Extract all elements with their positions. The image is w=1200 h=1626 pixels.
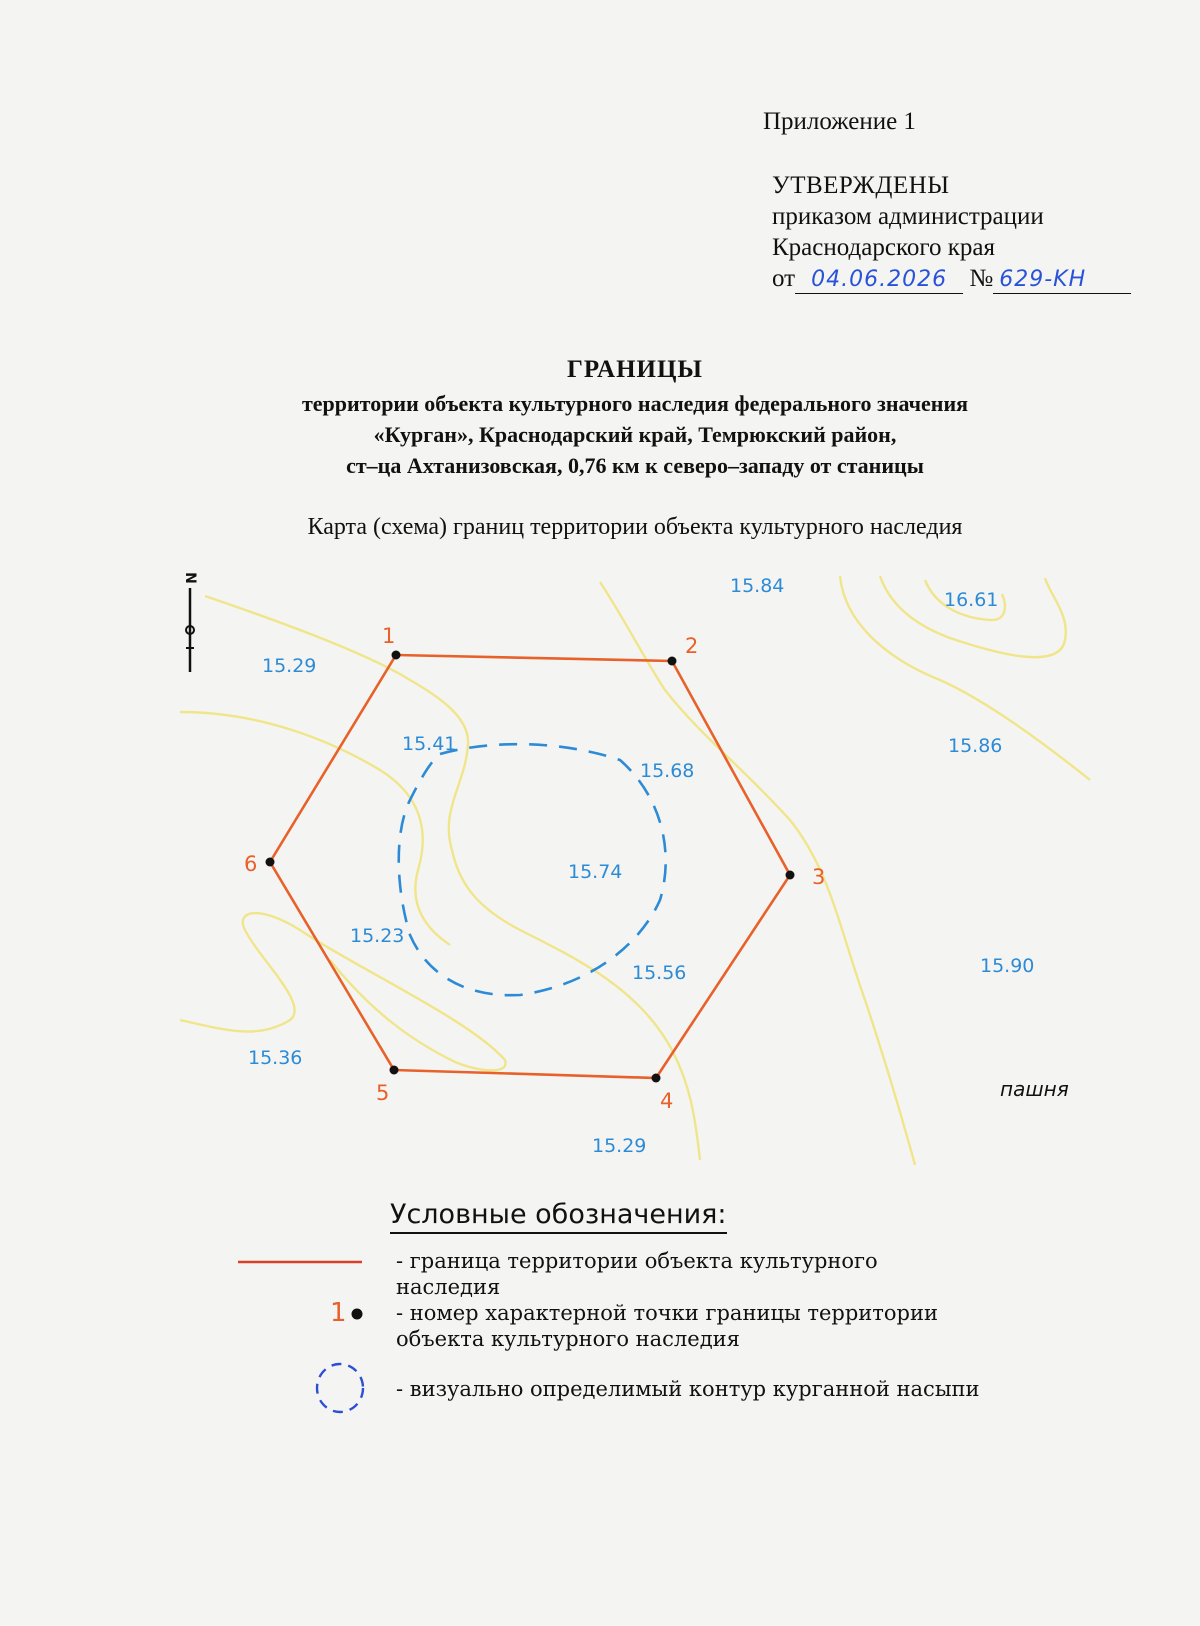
legend-boundary-text [396, 1248, 1036, 1300]
number-sign: № [969, 265, 994, 292]
legend-mound-sample [317, 1364, 363, 1412]
boundary-points [244, 624, 825, 1113]
boundary-point-5 [376, 1066, 399, 1106]
title-line-3: ст–ца Ахтанизовская, 0,76 км к северо–западу от станицы [346, 453, 924, 478]
north-label: N [182, 572, 198, 584]
boundary-point-6 [244, 852, 275, 876]
boundary-point-3 [786, 865, 826, 889]
elevation-value: 15.56 [632, 962, 687, 984]
point-label: 6 [244, 852, 258, 876]
point-label: 1 [382, 624, 396, 648]
elevation-value: 15.36 [248, 1047, 303, 1069]
boundary-point-4 [652, 1074, 674, 1114]
map-caption: Карта (схема) границ территории объекта культурного наследия [307, 514, 963, 540]
elevation-marks [248, 575, 1034, 1157]
point-label: 2 [685, 634, 699, 658]
heritage-boundary [270, 655, 790, 1078]
point-label: 5 [376, 1081, 390, 1105]
handwritten-number: 629-KH [993, 267, 1131, 294]
title-line-1: территории объекта культурного наследия федерального значения [301, 391, 969, 416]
title-main: ГРАНИЦЫ [567, 356, 703, 383]
legend-mound-text: - визуально определимый контур курганной насыпи [396, 1377, 980, 1401]
elevation-value: 15.84 [730, 575, 785, 597]
approved-line-1: приказом администрации [772, 203, 1044, 230]
elevation-value: 15.29 [262, 655, 317, 677]
appendix-label: Приложение 1 [763, 108, 916, 135]
legend-point-number: 1 [330, 1298, 347, 1328]
approved-line-2: Краснодарского края [772, 234, 995, 261]
elevation-value: 15.74 [568, 861, 623, 883]
north-arrow-icon [182, 572, 198, 672]
handwritten-date: 04.06.2026 [795, 267, 963, 294]
boundary-point-2 [668, 634, 699, 666]
legend-point-text [396, 1300, 1036, 1352]
field-label: пашня [1000, 1077, 1069, 1101]
legend-title: Условные обозначения: [390, 1198, 727, 1234]
elevation-value: 15.23 [350, 925, 405, 947]
point-label: 3 [812, 865, 826, 889]
elevation-value: 16.61 [944, 589, 999, 611]
legend-boundary-line-1: - граница территории объекта культурного [396, 1249, 878, 1273]
contour-line [180, 913, 506, 1070]
title-line-2: «Курган», Краснодарский край, Темрюкский район, [373, 422, 897, 447]
legend-point-line-1: - номер характерной точки границы территории [396, 1301, 938, 1325]
elevation-value: 15.86 [948, 735, 1003, 757]
elevation-value: 15.90 [980, 955, 1035, 977]
legend-boundary-line-2: наследия [396, 1275, 501, 1299]
mound-contour [399, 744, 666, 995]
point-label: 4 [660, 1089, 674, 1113]
legend-point-line-2: объекта культурного наследия [396, 1327, 740, 1351]
approved-heading: УТВЕРЖДЕНЫ [772, 172, 950, 199]
elevation-value: 15.41 [402, 733, 457, 755]
elevation-value: 15.29 [592, 1135, 647, 1157]
from-prefix: от [772, 265, 796, 292]
boundary-point-1 [382, 624, 401, 660]
elevation-value: 15.68 [640, 760, 695, 782]
legend-point-sample [352, 1309, 363, 1320]
